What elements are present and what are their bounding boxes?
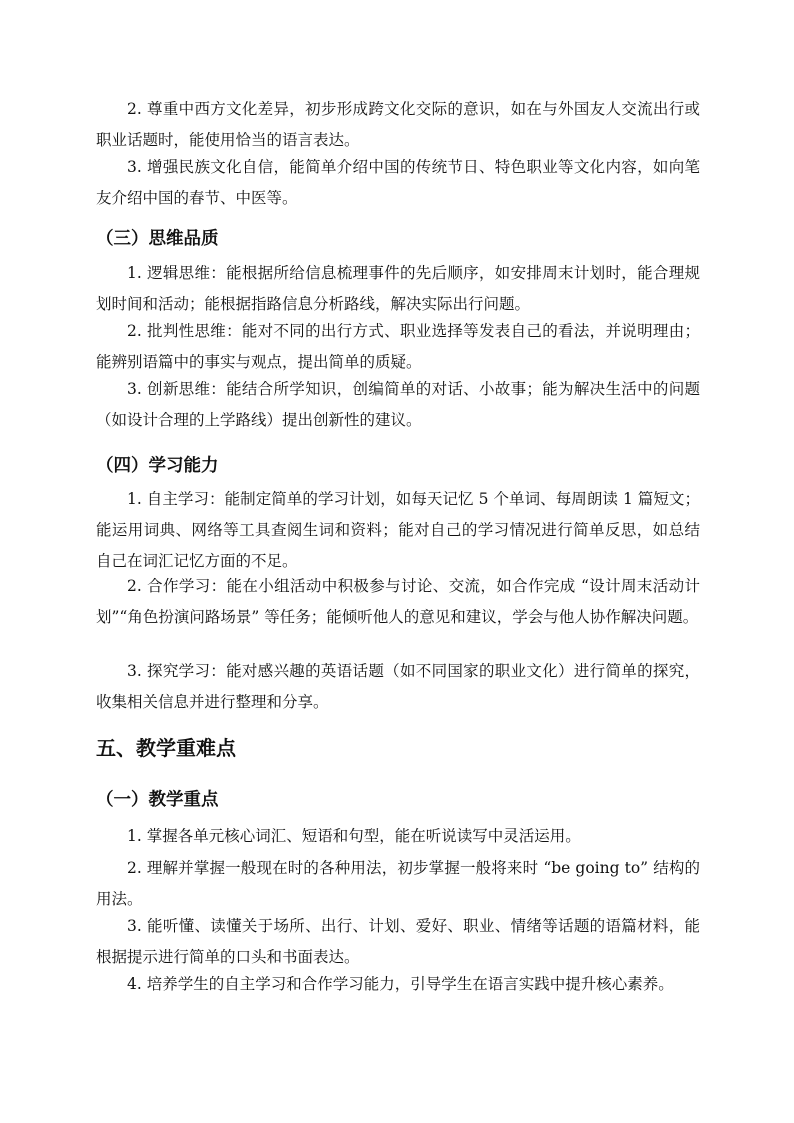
learning-heading: （四）学习能力 <box>96 456 219 476</box>
keypoints-item-3: 3. 能听懂、读懂关于场所、出行、计划、爱好、职业、情绪等话题的语篇材料，能根据提示进行简单的口头和书面表达。 <box>96 917 700 966</box>
keypoints-item-2: 2. 理解并掌握一般现在时的各种用法，初步掌握一般将来时 “be going to” 结构的用法。 <box>96 859 700 908</box>
thinking-item-1: 1. 逻辑思维：能根据所给信息梳理事件的先后顺序，如安排周末计划时，能合理规划时间和活动；能根据指路信息分析路线，解决实际出行问题。 <box>96 264 700 313</box>
culture-item-3: 3. 增强民族文化自信，能简单介绍中国的传统节日、特色职业等文化内容，如向笔友介绍中国的春节、中医等。 <box>96 158 700 207</box>
learning-item-3: 3. 探究学习：能对感兴趣的英语话题（如不同国家的职业文化）进行简单的探究，收集相关信息并进行整理和分享。 <box>96 662 700 711</box>
thinking-heading: （三）思维品质 <box>96 229 219 249</box>
learning-item-1: 1. 自主学习：能制定简单的学习计划，如每天记忆 5 个单词、每周朗读 1 篇短文；能运用词典、网络等工具查阅生词和资料；能对自己的学习情况进行简单反思，如总结自己在词汇记忆方面的不足。 <box>96 490 700 570</box>
culture-item-2: 2. 尊重中西方文化差异，初步形成跨文化交际的意识，如在与外国友人交流出行或职业话题时，能使用恰当的语言表达。 <box>96 100 700 149</box>
thinking-item-3: 3. 创新思维：能结合所学知识，创编简单的对话、小故事；能为解决生活中的问题（如设计合理的上学路线）提出创新性的建议。 <box>96 380 700 429</box>
thinking-item-2: 2. 批判性思维：能对不同的出行方式、职业选择等发表自己的看法，并说明理由；能辨别语篇中的事实与观点，提出简单的质疑。 <box>96 322 700 371</box>
keypoints-heading: （一）教学重点 <box>96 790 219 810</box>
keypoints-item-4: 4. 培养学生的自主学习和合作学习能力，引导学生在语言实践中提升核心素养。 <box>127 975 674 993</box>
keypoints-item-1: 1. 掌握各单元核心词汇、短语和句型，能在听说读写中灵活运用。 <box>127 827 581 845</box>
section-5-heading: 五、教学重难点 <box>96 736 236 760</box>
learning-item-2: 2. 合作学习：能在小组活动中积极参与讨论、交流，如合作完成 “设计周末活动计划”“角色扮演问路场景” 等任务；能倾听他人的意见和建议，学会与他人协作解决问题。 <box>96 577 700 626</box>
